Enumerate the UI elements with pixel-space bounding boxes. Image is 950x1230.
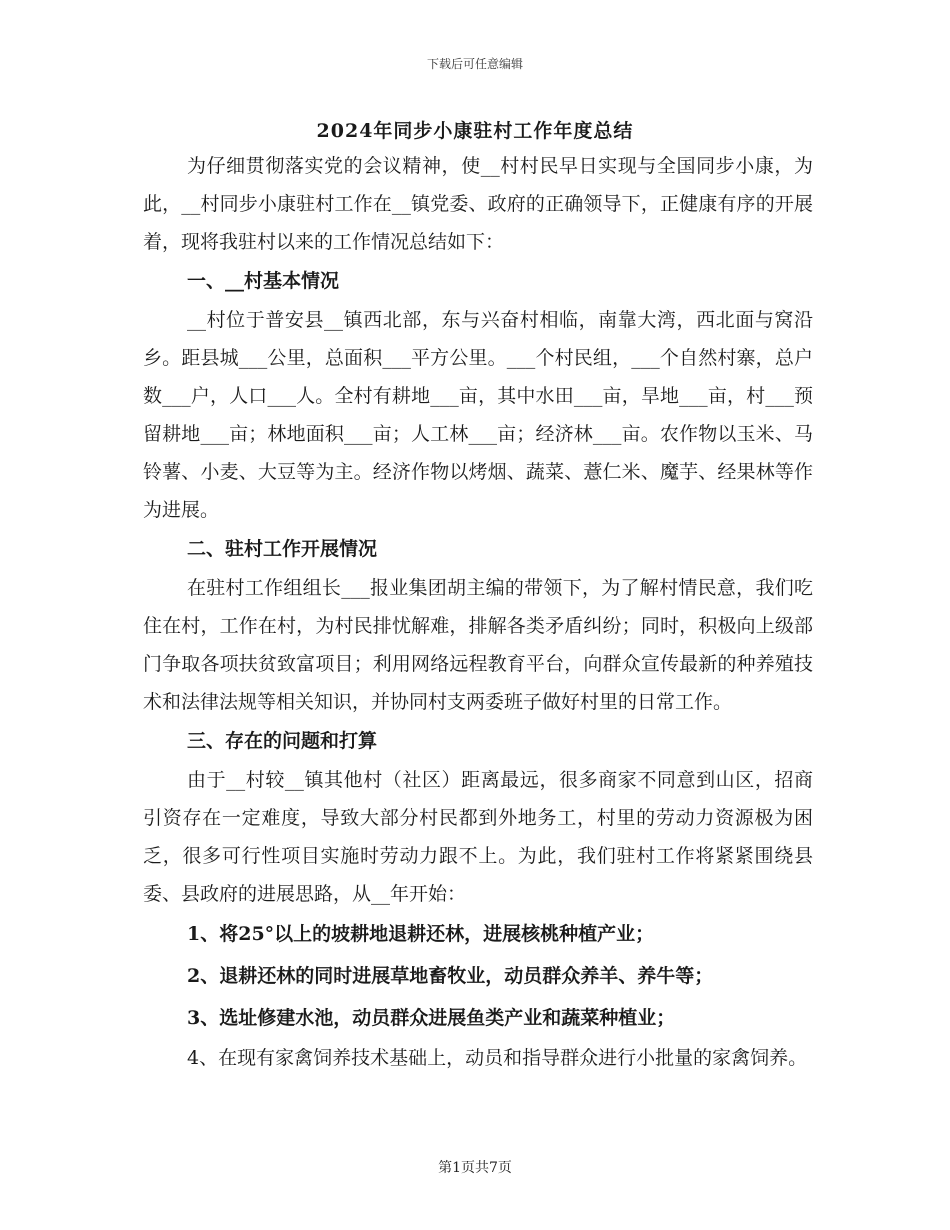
plan-list-item: 4、在现有家禽饲养技术基础上，动员和指导群众进行小批量的家禽饲养。 [187, 1047, 808, 1069]
document-title: 2024年同步小康驻村工作年度总结 [316, 120, 634, 142]
document-body [143, 147, 813, 1077]
plan-list-item: 3、选址修建水池，动员群众进展鱼类产业和蔬菜种植业； [187, 1007, 676, 1029]
section-heading-basic-info: 一、__村基本情况 [187, 270, 340, 292]
section-paragraph-basic-info: __村位于普安县__镇西北部，东与兴奋村相临，南靠大湾，西北面与窝沿乡。距县城___公里，总面积___平方公里。___个村民组，___个自然村寨，总户数___户，人口___人。全村有耕地___亩，其中水田___亩，旱地___亩，村___预留耕地___亩；林地面积___亩；人工林___亩；经济林___亩。农作物以玉米、马铃薯、小麦、大豆等为主。经济作物以烤烟、蔬菜、薏仁米、魔芋、经果林等作为进展。 [143, 309, 813, 521]
section-paragraph-work-progress: 在驻村工作组组长___报业集团胡主编的带领下，为了解村情民意，我们吃住在村，工作在村，为村民排忧解难，排解各类矛盾纠纷；同时，积极向上级部门争取各项扶贫致富项目；利用网络远程教育平台，向群众宣传最新的种养殖技术和法律法规等相关知识，并协同村支两委班子做好村里的日常工作。 [143, 577, 813, 713]
page-number-footer: 第1页共7页 [438, 1160, 512, 1176]
plan-list-item: 1、将25°以上的坡耕地退耕还林，进展核桃种植产业； [187, 923, 655, 945]
intro-paragraph: 为仔细贯彻落实党的会议精神，使__村村民早日实现与全国同步小康，为此，__村同步小康驻村工作在__镇党委、政府的正确领导下，正健康有序的开展着，现将我驻村以来的工作情况总结如下： [143, 155, 813, 253]
page-header-note: 下载后可任意编辑 [426, 57, 523, 71]
section-heading-work-progress: 二、驻村工作开展情况 [187, 538, 378, 560]
plan-list-item: 2、退耕还林的同时进展草地畜牧业，动员群众养羊、养牛等； [187, 965, 714, 987]
section-heading-problems-plans: 三、存在的问题和打算 [187, 730, 378, 752]
section-paragraph-problems-plans: 由于__村较__镇其他村（社区）距离最远，很多商家不同意到山区，招商引资存在一定难度，导致大部分村民都到外地务工，村里的劳动力资源极为困乏，很多可行性项目实施时劳动力跟不上。为此，我们驻村工作将紧紧围绕县委、县政府的进展思路，从__年开始： [143, 769, 813, 905]
